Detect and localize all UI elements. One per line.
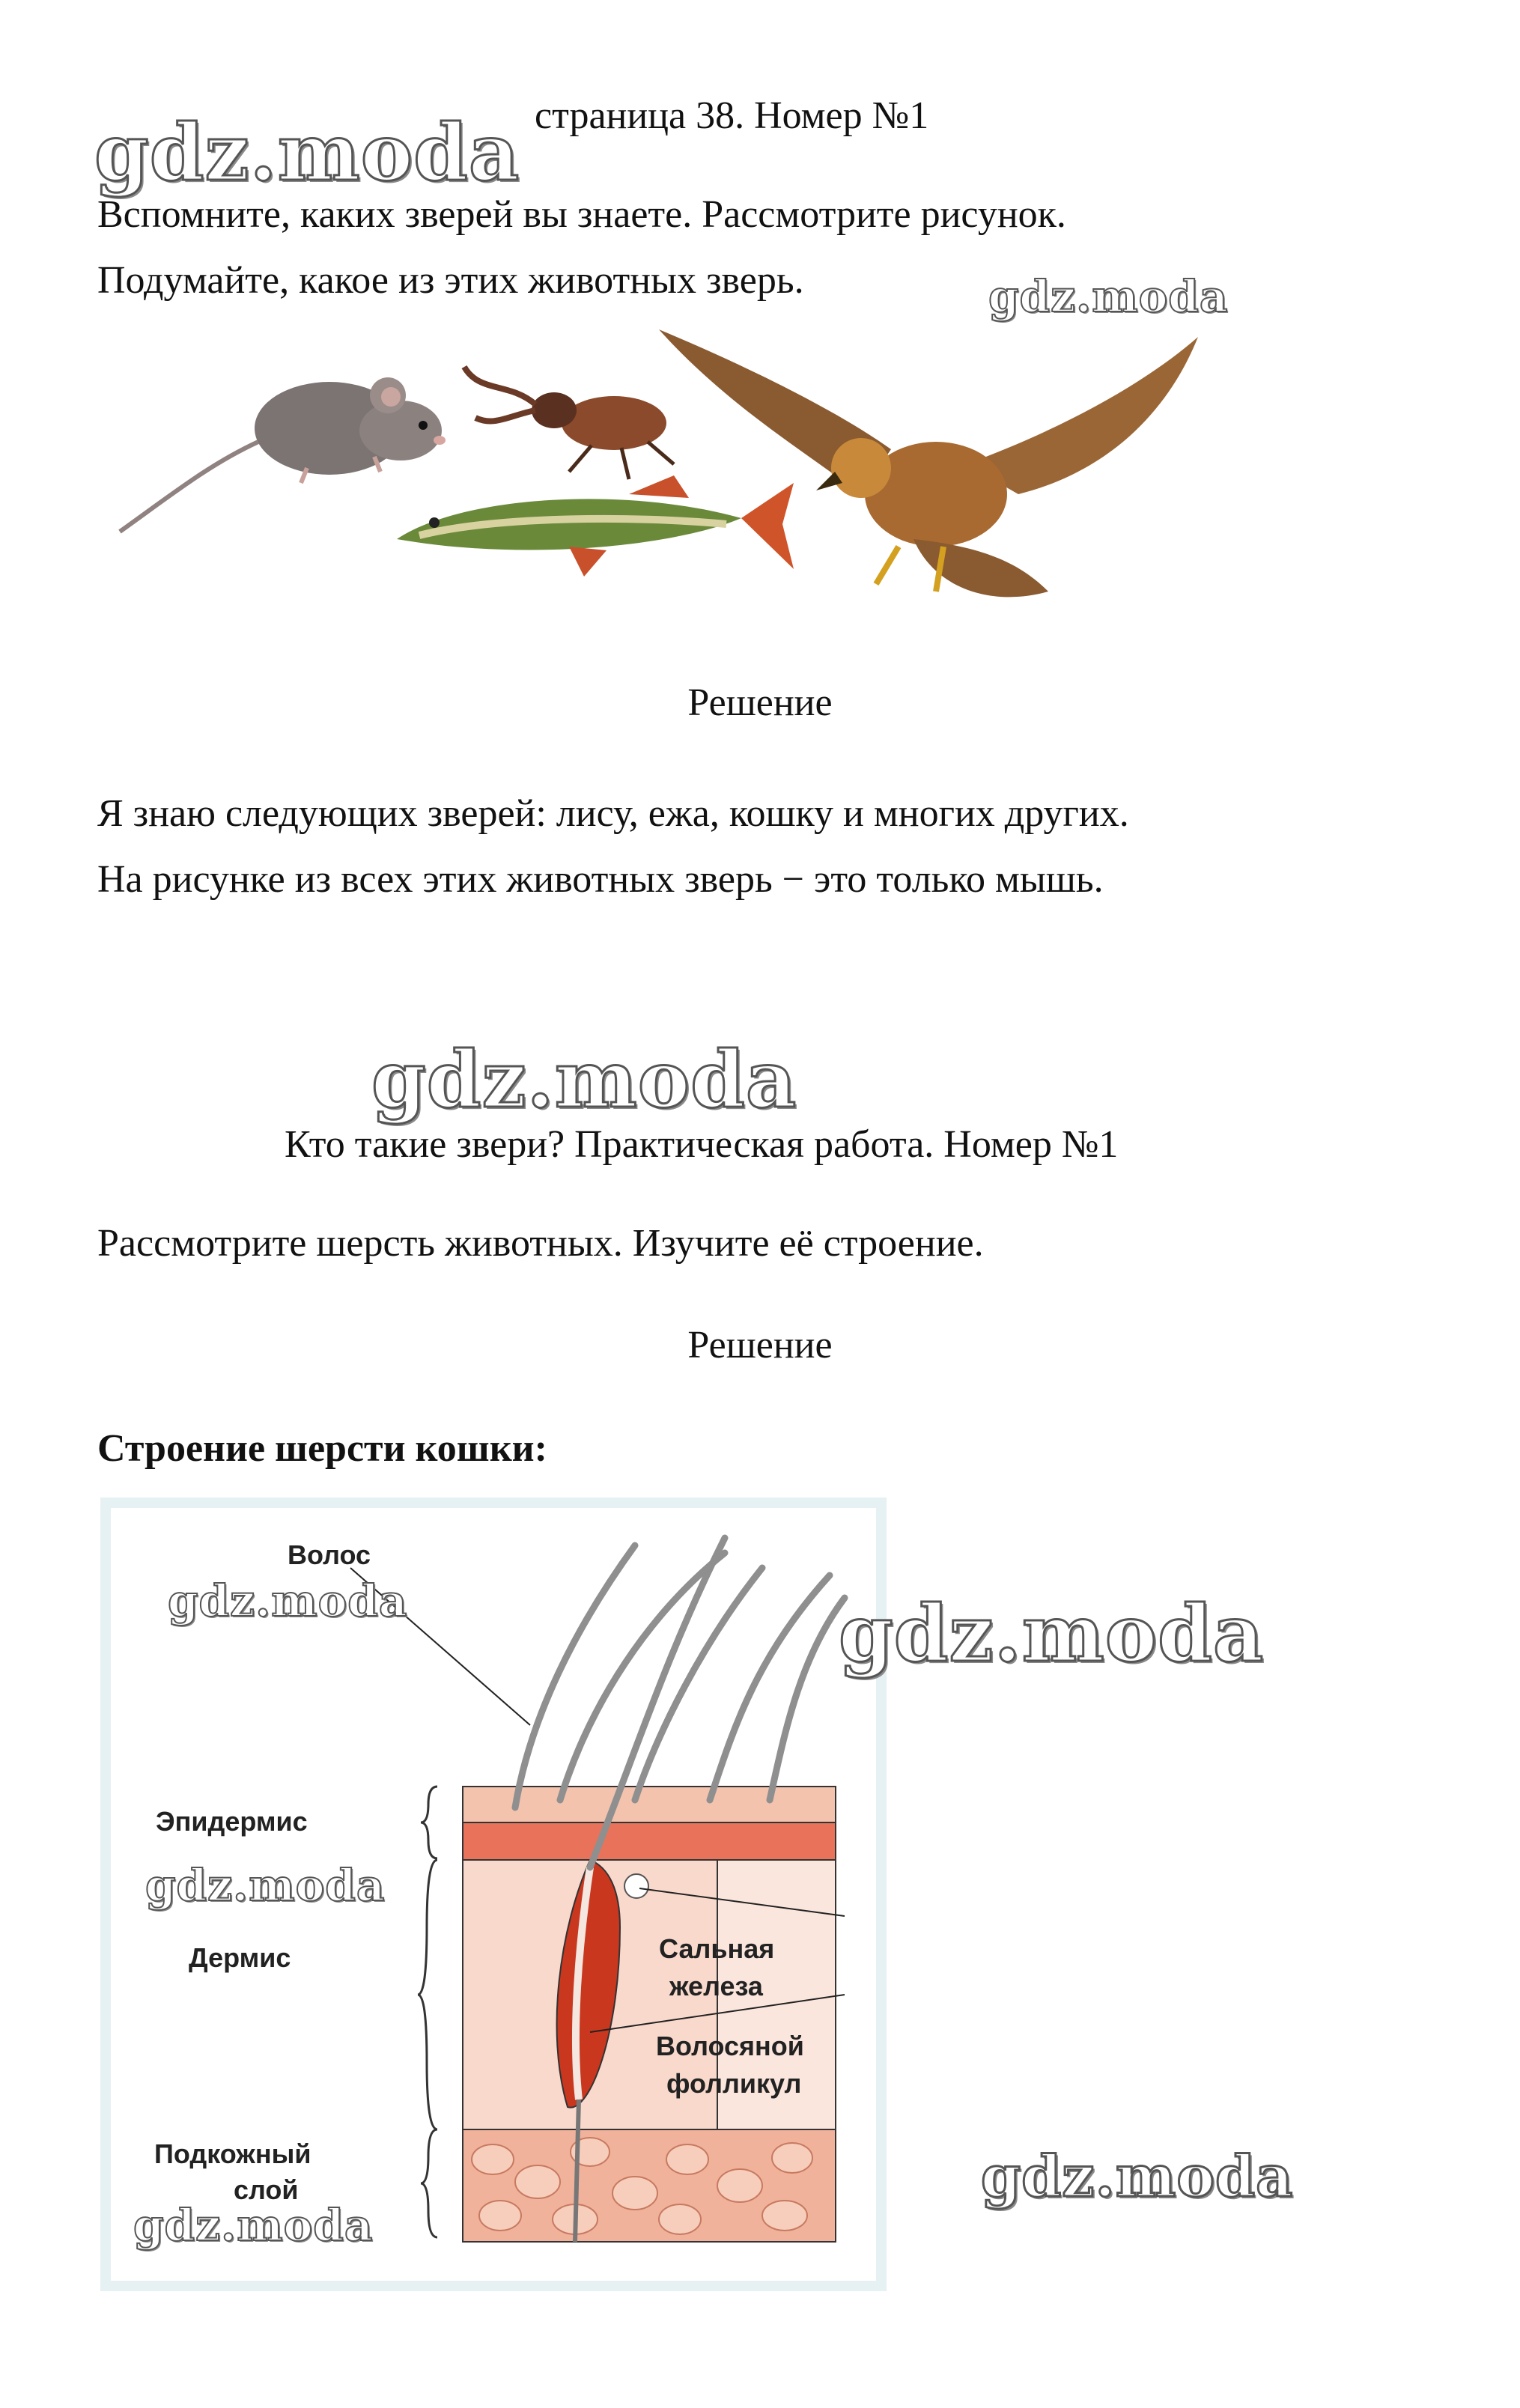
solution-title: Решение <box>687 1324 833 1366</box>
watermark-logo: gdz.moda <box>988 271 1229 322</box>
label-subcutaneous-1: Подкожный <box>154 2138 311 2169</box>
section-header: Кто такие звери? Практическая работа. Номер №1 <box>285 1123 1119 1166</box>
watermark-logo: gdz.moda <box>133 2200 374 2251</box>
label-subcutaneous-2: слой <box>234 2174 299 2205</box>
task-text-line-1: Вспомните, каких зверей вы знаете. Рассмотрите рисунок. <box>97 193 1066 236</box>
watermark-logo: gdz.moda <box>839 1587 1265 1679</box>
watermark-logo: gdz.moda <box>94 106 520 198</box>
label-follicle-1: Волосяной <box>656 2031 804 2061</box>
hair-structure-diagram <box>100 1498 887 2291</box>
label-dermis: Дермис <box>189 1942 291 1973</box>
eagle-image <box>659 329 1198 597</box>
watermark-logo: gdz.moda <box>145 1860 386 1911</box>
animals-illustration <box>105 322 1228 621</box>
answer-text-line-2: На рисунке из всех этих животных зверь − это только мышь. <box>97 858 1104 901</box>
answer-text-line-1: Я знаю следующих зверей: лису, ежа, кошку и многих других. <box>97 792 1129 835</box>
watermark-logo: gdz.moda <box>371 1033 797 1125</box>
diagram-title: Строение шерсти кошки: <box>97 1427 547 1470</box>
label-epidermis: Эпидермис <box>156 1806 308 1837</box>
mouse-image <box>120 377 446 532</box>
label-sebaceous-2: железа <box>669 1971 763 2001</box>
page-header: страница 38. Номер №1 <box>535 94 929 137</box>
solution-title: Решение <box>687 681 833 724</box>
watermark-logo: gdz.moda <box>981 2143 1294 2210</box>
label-hair: Волос <box>288 1539 371 1570</box>
fish-image <box>397 475 794 577</box>
label-sebaceous-1: Сальная <box>659 1933 775 1964</box>
beetle-image <box>464 367 674 479</box>
watermark-logo: gdz.moda <box>168 1575 408 1626</box>
label-follicle-2: фолликул <box>666 2068 802 2099</box>
task-text-line-2: Подумайте, какое из этих животных зверь. <box>97 259 804 302</box>
practical-task-text: Рассмотрите шерсть животных. Изучите её строение. <box>97 1222 984 1265</box>
